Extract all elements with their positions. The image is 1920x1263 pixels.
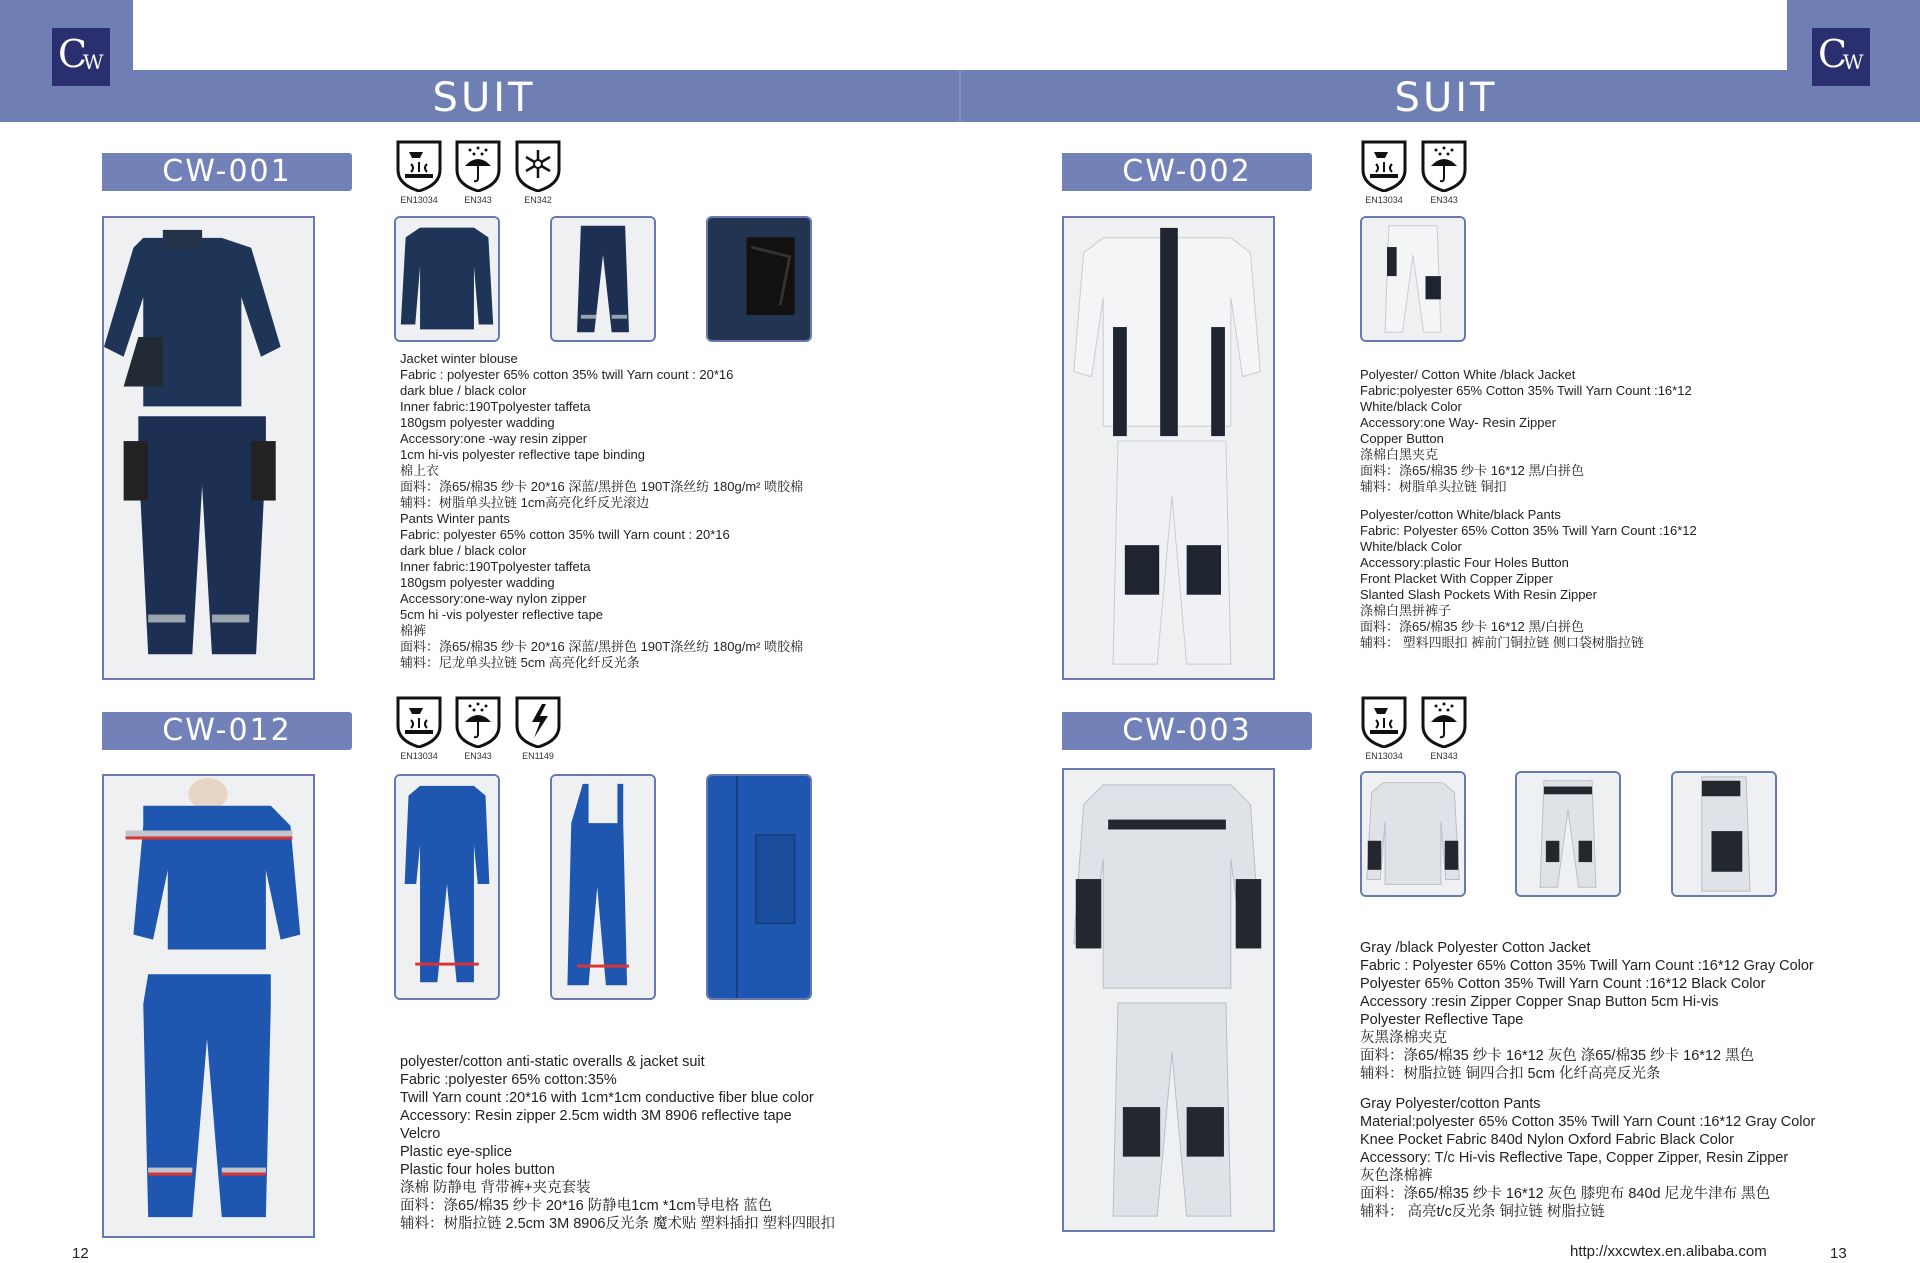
desc-line: Twill Yarn count :20*16 with 1cm*1cm conductive fiber blue color — [400, 1090, 814, 1106]
cert-rain — [452, 696, 504, 761]
desc-line: Front Placket With Copper Zipper — [1360, 571, 1553, 586]
pants-thumbnail — [552, 218, 654, 340]
desc-line: Plastic four holes button — [400, 1162, 555, 1178]
cert-code: EN343 — [464, 195, 492, 205]
knee-pocket-thumbnail — [1673, 773, 1775, 895]
thumb-pants — [550, 216, 656, 342]
desc-line: 面料：涤65/棉35 纱卡 16*12 灰色 涤65/棉35 纱卡 16*12 黑色 — [1360, 1048, 1755, 1064]
cert-code: EN343 — [464, 751, 492, 761]
desc-line: 辅料： 塑料四眼扣 裤前门铜拉链 侧口袋树脂拉链 — [1360, 635, 1644, 650]
thumb-pants — [1515, 771, 1621, 897]
desc-line: Accessory: Resin zipper 2.5cm width 3M 8906 reflective tape — [400, 1108, 792, 1124]
desc-line: 180gsm polyester wadding — [400, 415, 555, 430]
cert-code: EN343 — [1430, 751, 1458, 761]
cert-code: EN342 — [524, 195, 552, 205]
pants-thumbnail — [1362, 218, 1464, 340]
desc-line: Jacket winter blouse — [400, 351, 518, 366]
cert-chemical — [1358, 140, 1410, 205]
cert-rain — [452, 140, 504, 205]
model-tag-cw003: CW-003 — [1062, 712, 1312, 750]
desc-cw003 — [1360, 939, 1815, 1221]
desc-line: 面料：涤65/棉35 纱卡 16*12 黑/白拼色 — [1360, 619, 1584, 634]
chemical-splash-icon — [395, 140, 443, 192]
cw-logo-left — [52, 28, 110, 86]
product-photo-cw002 — [1062, 216, 1275, 680]
desc-line: 灰黑涤棉夹克 — [1360, 1030, 1447, 1046]
desc-line: 面料：涤65/棉35 纱卡 20*16 深蓝/黑拼色 190T涤丝纺 180g/m² 喷胶棉 — [400, 639, 804, 654]
desc-line: White/black Color — [1360, 539, 1462, 554]
desc-line: Polyester/cotton White/black Pants — [1360, 507, 1561, 522]
product-photo-cw003 — [1062, 768, 1275, 1232]
desc-line: Pants Winter pants — [400, 511, 510, 526]
thumb-knee-pocket — [1671, 771, 1777, 897]
desc-line: 辅料：树脂拉链 2.5cm 3M 8906反光条 魔术贴 塑料插扣 塑料四眼扣 — [400, 1216, 836, 1232]
desc-line: Fabric : polyester 65% cotton 35% twill Yarn count : 20*16 — [400, 367, 734, 382]
logo-letter-w: W — [83, 50, 104, 74]
desc-line: Copper Button — [1360, 431, 1444, 446]
cert-code: EN1149 — [522, 751, 554, 761]
desc-line: 面料：涤65/棉35 纱卡 16*12 灰色 膝兜布 840d 尼龙牛津布 黑色 — [1360, 1186, 1771, 1202]
desc-line: Fabric: Polyester 65% Cotton 35% Twill Yarn Count :16*12 — [1360, 523, 1697, 538]
desc-line: Fabric:polyester 65% Cotton 35% Twill Yarn Count :16*12 — [1360, 383, 1692, 398]
bib-overall-thumbnail — [552, 776, 654, 998]
product-photo-cw012 — [102, 774, 315, 1238]
thumb-jacket — [1360, 771, 1466, 897]
cert-code: EN13034 — [1365, 751, 1403, 761]
desc-line: Velcro — [400, 1126, 441, 1142]
desc-line: Polyester Reflective Tape — [1360, 1012, 1524, 1028]
lightning-icon — [514, 696, 562, 748]
thumb-bib-overall — [550, 774, 656, 1000]
desc-line: Accessory :resin Zipper Copper Snap Button 5cm Hi-vis — [1360, 994, 1719, 1010]
desc-gap — [1360, 495, 1697, 507]
thumb-pocket-detail — [706, 216, 812, 342]
fabric-detail-thumbnail — [708, 776, 810, 998]
jacket-thumbnail — [396, 218, 498, 340]
page-divider — [959, 70, 961, 122]
model-tag-cw001: CW-001 — [102, 153, 352, 191]
desc-line: Fabric: polyester 65% cotton 35% twill Yarn count : 20*16 — [400, 527, 730, 542]
model-tag-cw002: CW-002 — [1062, 153, 1312, 191]
desc-line: Accessory:one-way nylon zipper — [400, 591, 587, 606]
desc-line: 5cm hi -vis polyester reflective tape — [400, 607, 604, 622]
desc-line: Polyester/ Cotton White /black Jacket — [1360, 367, 1576, 382]
desc-line: 180gsm polyester wadding — [400, 575, 555, 590]
cw-logo-right — [1812, 28, 1870, 86]
desc-line: 辅料：树脂单头拉链 1cm高亮化纤反光滚边 — [400, 495, 650, 510]
desc-line: Plastic eye-splice — [400, 1144, 513, 1160]
cert-chemical — [1358, 696, 1410, 761]
desc-line: 涤棉白黑夹克 — [1360, 447, 1439, 462]
desc-line: Accessory:one Way- Resin Zipper — [1360, 415, 1557, 430]
cert-code: EN13034 — [1365, 195, 1403, 205]
logo-letter-c: C — [58, 32, 88, 76]
winter-suit-illustration — [104, 218, 313, 678]
pants-thumbnail — [1517, 773, 1619, 895]
page-title-left: SUIT — [432, 75, 536, 121]
umbrella-rain-icon — [1420, 696, 1468, 748]
model-tag-cw012: CW-012 — [102, 712, 352, 750]
page-number-right: 13 — [1830, 1245, 1847, 1262]
chemical-splash-icon — [1360, 696, 1408, 748]
chemical-splash-icon — [395, 696, 443, 748]
desc-line: Fabric : Polyester 65% Cotton 35% Twill Yarn Count :16*12 Gray Color — [1360, 958, 1814, 974]
desc-line: 涤棉 防静电 背带裤+夹克套装 — [400, 1180, 591, 1196]
thumb-pants — [1360, 216, 1466, 342]
desc-line: Inner fabric:190Tpolyester taffeta — [400, 559, 591, 574]
desc-line: 面料：涤65/棉35 纱卡 16*12 黑/白拼色 — [1360, 463, 1584, 478]
page-title-right: SUIT — [1394, 75, 1498, 121]
antistatic-suit-illustration — [104, 776, 313, 1236]
product-photo-cw001 — [102, 216, 315, 680]
white-black-suit-illustration — [1064, 218, 1273, 678]
desc-line: 辅料：树脂单头拉链 铜扣 — [1360, 479, 1507, 494]
cert-code: EN13034 — [400, 195, 438, 205]
desc-line: 辅料：树脂拉链 铜四合扣 5cm 化纤高亮反光条 — [1360, 1066, 1661, 1082]
desc-line: Accessory: T/c Hi-vis Reflective Tape, Copper Zipper, Resin Zipper — [1360, 1150, 1789, 1166]
jacket-thumbnail — [1362, 773, 1464, 895]
page-number-left: 12 — [72, 1245, 89, 1262]
cert-rain — [1418, 696, 1470, 761]
header-white-strip — [133, 0, 1787, 70]
desc-line: dark blue / black color — [400, 383, 527, 398]
desc-line: Knee Pocket Fabric 840d Nylon Oxford Fabric Black Color — [1360, 1132, 1734, 1148]
cert-antistatic — [512, 696, 564, 761]
cert-code: EN343 — [1430, 195, 1458, 205]
desc-line: Inner fabric:190Tpolyester taffeta — [400, 399, 591, 414]
cert-chemical — [393, 696, 445, 761]
logo-letter-w: W — [1843, 50, 1864, 74]
cert-cold — [512, 140, 564, 205]
desc-line: 棉裤 — [400, 623, 427, 638]
gray-black-suit-illustration — [1064, 770, 1273, 1230]
cert-rain — [1418, 140, 1470, 205]
desc-line: 辅料：尼龙单头拉链 5cm 高亮化纤反光条 — [400, 655, 640, 670]
thumb-fabric-detail — [706, 774, 812, 1000]
desc-line: Accessory:plastic Four Holes Button — [1360, 555, 1569, 570]
thumb-jacket — [394, 216, 500, 342]
snowflake-icon — [514, 140, 562, 192]
desc-line: 辅料： 高亮t/c反光条 铜拉链 树脂拉链 — [1360, 1204, 1605, 1220]
desc-line: 面料：涤65/棉35 纱卡 20*16 防静电1cm *1cm导电格 蓝色 — [400, 1198, 773, 1214]
desc-line: 涤棉白黑拼裤子 — [1360, 603, 1452, 618]
desc-line: Polyester 65% Cotton 35% Twill Yarn Count :16*12 Black Color — [1360, 976, 1766, 992]
desc-line: dark blue / black color — [400, 543, 527, 558]
logo-letter-c: C — [1818, 32, 1848, 76]
umbrella-rain-icon — [1420, 140, 1468, 192]
desc-cw001 — [400, 351, 803, 671]
umbrella-rain-icon — [454, 140, 502, 192]
desc-line: 灰色涤棉裤 — [1360, 1168, 1433, 1184]
umbrella-rain-icon — [454, 696, 502, 748]
desc-line: Material:polyester 65% Cotton 35% Twill Yarn Count :16*12 Gray Color — [1360, 1114, 1816, 1130]
thumb-coverall — [394, 774, 500, 1000]
desc-line: polyester/cotton anti-static overalls & jacket suit — [400, 1054, 705, 1070]
desc-line: Gray Polyester/cotton Pants — [1360, 1096, 1541, 1112]
desc-line: Gray /black Polyester Cotton Jacket — [1360, 940, 1591, 956]
desc-line: 棉上衣 — [400, 463, 440, 478]
desc-cw012 — [400, 1053, 835, 1233]
cert-code: EN13034 — [400, 751, 438, 761]
desc-line: White/black Color — [1360, 399, 1462, 414]
chemical-splash-icon — [1360, 140, 1408, 192]
desc-line: 面料：涤65/棉35 纱卡 20*16 深蓝/黑拼色 190T涤丝纺 180g/m² 喷胶棉 — [400, 479, 804, 494]
desc-line: 1cm hi-vis polyester reflective tape binding — [400, 447, 645, 462]
pocket-detail-thumbnail — [708, 218, 810, 340]
desc-gap — [1360, 1083, 1815, 1095]
desc-line: Slanted Slash Pockets With Resin Zipper — [1360, 587, 1597, 602]
desc-line: Accessory:one -way resin zipper — [400, 431, 588, 446]
website-url[interactable]: http://xxcwtex.en.alibaba.com — [1570, 1243, 1767, 1260]
desc-cw002 — [1360, 367, 1697, 651]
desc-line: Fabric :polyester 65% cotton:35% — [400, 1072, 617, 1088]
coverall-thumbnail — [396, 776, 498, 998]
cert-chemical — [393, 140, 445, 205]
